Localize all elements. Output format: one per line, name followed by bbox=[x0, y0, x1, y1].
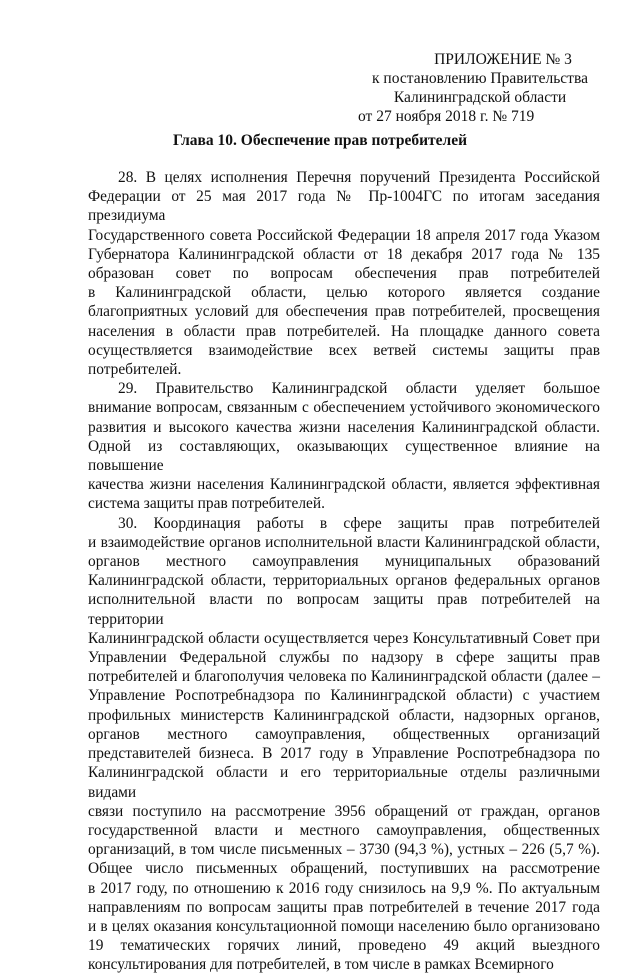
text-line: в Калининградской области, целью которого является создание bbox=[88, 284, 600, 302]
text-line: развития и высокого качества жизни населения Калининградской области. bbox=[88, 418, 600, 436]
appendix-date: от 27 ноября 2018 г. № 719 bbox=[358, 108, 535, 125]
text-line: населения в области прав потребителей. На площадке данного совета bbox=[88, 322, 600, 340]
text-line: благоприятных условий для обеспечения прав потребителей, просвещения bbox=[88, 303, 600, 321]
text-line: Калининградской области, территориальных органов федеральных органов bbox=[88, 572, 600, 590]
text-line: органов местного самоуправления муниципальных образований bbox=[88, 553, 600, 571]
appendix-region: Калининградской области bbox=[393, 89, 567, 106]
text-line: внимание вопросам, связанным с обеспечением устойчивого экономического bbox=[88, 399, 600, 417]
text-line: консультирования для потребителей, в том числе в рамках Всемирного bbox=[88, 956, 554, 974]
text-line: осуществляется взаимодействие всех ветвей системы защиты прав bbox=[88, 341, 600, 359]
text-line: и в целях оказания консультационной помощи населению было организовано bbox=[88, 917, 600, 935]
text-line: 29. Правительство Калининградской области уделяет большое bbox=[118, 380, 600, 398]
text-line: направлениям по вопросам защиты прав потребителей в течение 2017 года bbox=[88, 898, 600, 916]
text-line: организаций, в том числе письменных – 3730 (94,3 %), устных – 226 (5,7 %). bbox=[88, 841, 600, 859]
document-body bbox=[88, 168, 600, 975]
text-line: Общее число письменных обращений, поступивших на рассмотрение bbox=[88, 860, 600, 878]
text-line: 30. Координация работы в сфере защиты прав потребителей bbox=[118, 514, 600, 532]
text-line: Калининградской области и его территориальные отделы различными видами bbox=[88, 764, 600, 801]
text-line: Одной из составляющих, оказывающих существенное влияние на повышение bbox=[88, 437, 600, 475]
text-line: качества жизни населения Калининградской области, является эффективная bbox=[88, 476, 600, 494]
text-line: Государственного совета Российской Федерации 18 апреля 2017 года Указом bbox=[88, 226, 600, 244]
appendix-resolution: к постановлению Правительства bbox=[372, 70, 588, 87]
text-line: Губернатора Калининградской области от 18 декабря 2017 года № 135 bbox=[88, 245, 600, 263]
text-line: государственной власти и местного самоуправления, общественных bbox=[88, 821, 600, 839]
text-line: профильных министерств Калининградской области, надзорных органов, bbox=[88, 706, 600, 724]
text-line: 28. В целях исполнения Перечня поручений Президента Российской bbox=[118, 169, 600, 186]
text-line: 19 тематических горячих линий, проведено 49 акций выездного bbox=[88, 937, 600, 955]
text-line: система защиты прав потребителей. bbox=[88, 495, 325, 513]
text-line: Управлении Федеральной службы по надзору в сфере защиты прав bbox=[88, 649, 600, 667]
text-line: и взаимодействие органов исполнительной власти Калининградской области, bbox=[88, 533, 600, 551]
text-line: образован совет по вопросам обеспечения прав потребителей bbox=[88, 265, 600, 283]
appendix-number: ПРИЛОЖЕНИЕ № 3 bbox=[434, 51, 572, 68]
paragraph-30 bbox=[88, 514, 600, 975]
text-line: Управление Роспотребнадзора по Калининградской области) с участием bbox=[88, 687, 600, 705]
paragraph-28 bbox=[88, 168, 600, 379]
chapter-title: Глава 10. Обеспечение прав потребителей bbox=[172, 132, 468, 149]
text-line: Калининградской области осуществляется через Консультативный Совет при bbox=[88, 629, 600, 647]
text-line: в 2017 году, по отношению к 2016 году снизилось на 9,9 %. По актуальным bbox=[88, 879, 600, 897]
appendix-header bbox=[330, 50, 630, 126]
text-line: связи поступило на рассмотрение 3956 обращений от граждан, органов bbox=[88, 802, 600, 820]
text-line: органов местного самоуправления, общественных организаций bbox=[88, 725, 600, 743]
text-line: потребителей и благополучия человека по Калининградской области (далее – bbox=[88, 668, 600, 686]
text-line: потребителей. bbox=[88, 361, 182, 379]
paragraph-29 bbox=[88, 379, 600, 513]
text-line: представителей бизнеса. В 2017 году в Управление Роспотребнадзора по bbox=[88, 745, 600, 763]
text-line: Федерации от 25 мая 2017 года № Пр-1004ГС по итогам заседания президиума bbox=[88, 188, 600, 225]
text-line: исполнительной власти по вопросам защиты прав потребителей на территории bbox=[88, 591, 600, 628]
